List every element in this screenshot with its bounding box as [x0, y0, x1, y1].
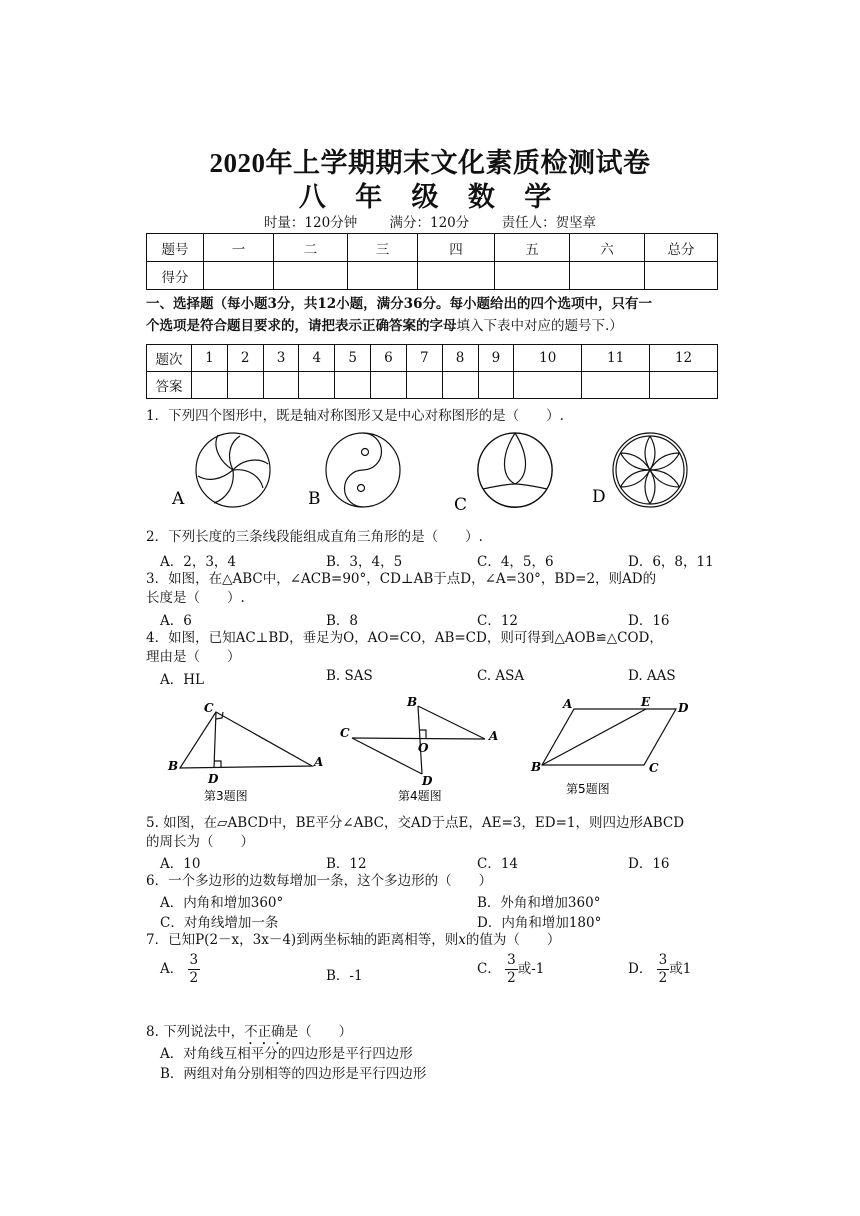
- answer-number-cell: 2: [227, 345, 263, 372]
- question-5-option-b[interactable]: B．12: [326, 856, 367, 872]
- question-3-line1: 3．如图，在△ABC中，∠ACB=90°，CD⊥AB于点D，∠A=30°，BD=2，则AD的: [146, 571, 657, 587]
- score-table-header-row: [147, 234, 718, 262]
- section-intro-line2: [146, 315, 726, 337]
- answer-number-cell: 9: [478, 345, 514, 372]
- answer-cell[interactable]: [582, 372, 650, 399]
- exam-time: 时量：120分钟: [263, 215, 358, 231]
- score-cell[interactable]: [274, 262, 348, 290]
- figure-d-flower: [613, 433, 687, 507]
- figure-4-point-b: B: [407, 695, 418, 709]
- answer-table-answer-row: [147, 372, 718, 399]
- answer-number-cell: 6: [371, 345, 407, 372]
- answer-cell[interactable]: [299, 372, 335, 399]
- figure-4-crossed-triangles: [352, 706, 485, 774]
- question-8-option-a[interactable]: A．对角线互相平分的四边形是平行四边形: [160, 1046, 413, 1062]
- score-table-row: [147, 262, 718, 290]
- question-7-option-d-label: D．: [628, 961, 653, 977]
- answer-number-cell: 4: [299, 345, 335, 372]
- answer-row-label: 题次: [147, 345, 192, 372]
- figure-5-point-b: B: [531, 760, 542, 774]
- fraction-denominator: 2: [507, 970, 516, 986]
- section-intro-line2-tail: 填入下表中对应的题号下.）: [456, 318, 623, 334]
- fraction-three-halves: [505, 952, 518, 987]
- figure-4-point-o: O: [418, 741, 429, 755]
- answer-number-cell: 3: [263, 345, 299, 372]
- question-4-line1: 4．如图，已知AC⊥BD，垂足为O，AO=CO，AB=CD，则可得到△AOB≌△COD，: [146, 630, 663, 646]
- answer-row-label: 答案: [147, 372, 192, 399]
- score-row-label: 得分: [147, 262, 204, 290]
- fraction-numerator: 3: [658, 952, 668, 968]
- exam-meta: [0, 211, 860, 231]
- question-3-option-a[interactable]: A．6: [160, 613, 192, 629]
- question-6-option-d[interactable]: D．内角和增加180°: [477, 915, 602, 931]
- question-7-variable: x: [458, 932, 466, 948]
- answer-number-cell: 1: [192, 345, 228, 372]
- score-header-cell: 六: [570, 234, 645, 262]
- fraction-numerator: 3: [507, 952, 516, 968]
- section-intro-bold: （每小题3分，共12小题，满分36分。每小题给出的四个选项中，只有一: [213, 296, 652, 312]
- question-8-emphasis: 不正确: [244, 1024, 285, 1040]
- score-cell[interactable]: [348, 262, 418, 290]
- figure-4-caption: 第4题图: [398, 789, 442, 803]
- answer-cell[interactable]: [514, 372, 582, 399]
- figure-3-point-d: D: [208, 772, 219, 786]
- figure-c-label: C: [454, 495, 468, 515]
- question-2-option-d[interactable]: D．6，8，11: [628, 554, 714, 570]
- question-6-stem: 6．一个多边形的边数每增加一条，这个多边形的（ ）: [146, 873, 493, 889]
- answer-table-number-row: [147, 345, 718, 372]
- question-4-option-a[interactable]: A．HL: [160, 672, 204, 688]
- question-1-stem: 1．下列四个图形中，既是轴对称图形又是中心对称图形的是（ ）.: [146, 408, 564, 424]
- score-header-cell: 四: [418, 234, 495, 262]
- score-cell[interactable]: [204, 262, 274, 290]
- question-6-option-b[interactable]: B．外角和增加360°: [477, 895, 601, 911]
- answer-number-cell: 7: [406, 345, 442, 372]
- figure-5-parallelogram: [542, 709, 676, 765]
- question-2-option-a[interactable]: A．2，3，4: [160, 554, 237, 570]
- score-header-cell: 二: [274, 234, 348, 262]
- figure-5-caption: 第5题图: [566, 782, 610, 796]
- question-5-option-a[interactable]: A．10: [160, 856, 201, 872]
- fraction-numerator: 3: [189, 952, 199, 968]
- question-2-stem: 2．下列长度的三条线段能组成直角三角形的是（ ）.: [146, 529, 483, 545]
- question-7-stem-post: 的值为（ ）: [465, 932, 561, 948]
- question-5-line1: 5. 如图，在▱ABCD中，BE平分∠ABC，交AD于点E，AE=3，ED=1，则四边形ABCD: [146, 815, 685, 831]
- fraction-denominator: 2: [658, 970, 668, 986]
- section-intro: [146, 293, 726, 337]
- question-4-option-b[interactable]: B. SAS: [326, 668, 373, 684]
- exam-title: 2020年上学期期末文化素质检测试卷: [209, 148, 651, 178]
- question-7-option-c-label: C．: [477, 961, 501, 977]
- score-cell[interactable]: [495, 262, 570, 290]
- figure-3-point-c: C: [204, 701, 214, 715]
- fraction-three-halves: [188, 952, 201, 987]
- figure-4-point-a: A: [489, 729, 499, 743]
- exam-owner: 责任人：贺坚章: [501, 215, 597, 231]
- figure-5-point-a: A: [563, 697, 573, 711]
- figure-a-triskelion: [196, 433, 270, 507]
- question-5-line2: 的周长为（ ）: [146, 834, 254, 850]
- question-6-option-a[interactable]: A．内角和增加360°: [160, 895, 284, 911]
- figure-3-triangle: [180, 712, 312, 768]
- question-2-option-c[interactable]: C．4，5，6: [477, 554, 554, 570]
- figure-a-label: A: [172, 489, 185, 509]
- answer-cell[interactable]: [192, 372, 228, 399]
- figure-3-point-b: B: [168, 759, 179, 773]
- answer-cell[interactable]: [478, 372, 514, 399]
- figure-4-point-d: D: [422, 774, 433, 788]
- question-8-stem-post: 是（ ）: [284, 1024, 353, 1040]
- figure-5-point-e: E: [641, 695, 651, 709]
- answer-cell[interactable]: [442, 372, 478, 399]
- figure-5-point-c: C: [649, 761, 659, 775]
- answer-cell[interactable]: [227, 372, 263, 399]
- score-header-cell: 总分: [645, 234, 718, 262]
- question-3-option-b[interactable]: B．8: [326, 613, 359, 629]
- exam-full-score: 满分：120分: [389, 215, 470, 231]
- figure-b-label: B: [308, 489, 321, 509]
- figure-3-caption: 第3题图: [204, 789, 248, 803]
- figure-c-arcs: [478, 433, 553, 507]
- answer-number-cell: 11: [582, 345, 650, 372]
- score-header-cell: 题号: [147, 234, 204, 262]
- question-4-line2: 理由是（ ）: [146, 649, 241, 665]
- section-intro-line1: [146, 293, 726, 315]
- question-4-option-c[interactable]: C. ASA: [477, 668, 525, 684]
- question-7-option-c-suffix: 或-1: [517, 961, 545, 977]
- question-6-option-c[interactable]: C．对角线增加一条: [160, 915, 279, 931]
- answer-cell[interactable]: [406, 372, 442, 399]
- question-4-option-d[interactable]: D. AAS: [628, 668, 676, 684]
- answer-cell[interactable]: [335, 372, 371, 399]
- answer-cell[interactable]: [650, 372, 718, 399]
- question-2-option-b[interactable]: B．3，4，5: [326, 554, 403, 570]
- question-7-stem-pre: 7．已知P(2－x，3x－4)到两坐标轴的距离相等，则: [146, 932, 459, 948]
- figure-d-label: D: [592, 487, 606, 507]
- question-7-option-a[interactable]: [160, 952, 200, 987]
- question-3-line2: 长度是（ ）.: [146, 590, 245, 606]
- score-header-cell: 一: [204, 234, 274, 262]
- score-cell[interactable]: [418, 262, 495, 290]
- question-7-option-a-label: A．: [160, 961, 184, 977]
- score-table: [146, 233, 718, 290]
- fraction-three-halves: [657, 952, 670, 987]
- geometry-figures: [160, 690, 720, 806]
- question-5-option-c[interactable]: C．14: [477, 856, 519, 872]
- question-5-option-d[interactable]: D．16: [628, 856, 670, 872]
- question-7-option-c[interactable]: [477, 952, 544, 987]
- answer-cell[interactable]: [263, 372, 299, 399]
- score-header-cell: 三: [348, 234, 418, 262]
- answer-number-cell: 12: [650, 345, 718, 372]
- question-7-stem: [146, 930, 726, 950]
- answer-table: [146, 344, 718, 399]
- question-7-option-d-suffix: 或1: [669, 961, 692, 977]
- figure-3-point-a: A: [314, 755, 324, 769]
- score-header-cell: 五: [495, 234, 570, 262]
- figure-4-point-c: C: [340, 726, 350, 740]
- answer-number-cell: 5: [335, 345, 371, 372]
- answer-number-cell: 10: [514, 345, 582, 372]
- fraction-denominator: 2: [189, 970, 199, 986]
- score-cell[interactable]: [645, 262, 718, 290]
- question-8-stem-pre: 8. 下列说法中，: [146, 1024, 245, 1040]
- question-3-option-d[interactable]: D．16: [628, 613, 670, 629]
- score-cell[interactable]: [570, 262, 645, 290]
- question-1-figures: [160, 432, 760, 518]
- figure-5-point-d: D: [678, 701, 689, 715]
- exam-subtitle: 八 年 级 数 学: [298, 182, 562, 213]
- question-7-option-d[interactable]: [628, 952, 691, 987]
- answer-cell[interactable]: [371, 372, 407, 399]
- answer-number-cell: 8: [442, 345, 478, 372]
- section-intro-line2-bold: 个选项是符合题目要求的，请把表示正确答案的字母: [146, 318, 457, 334]
- section-lead: 一、选择题: [146, 296, 214, 312]
- question-7-option-b[interactable]: B．-1: [326, 968, 363, 984]
- question-8-option-b[interactable]: B．两组对角分别相等的四边形是平行四边形: [160, 1066, 427, 1082]
- question-3-option-c[interactable]: C．12: [477, 613, 519, 629]
- figure-b-yinyang: [326, 433, 400, 507]
